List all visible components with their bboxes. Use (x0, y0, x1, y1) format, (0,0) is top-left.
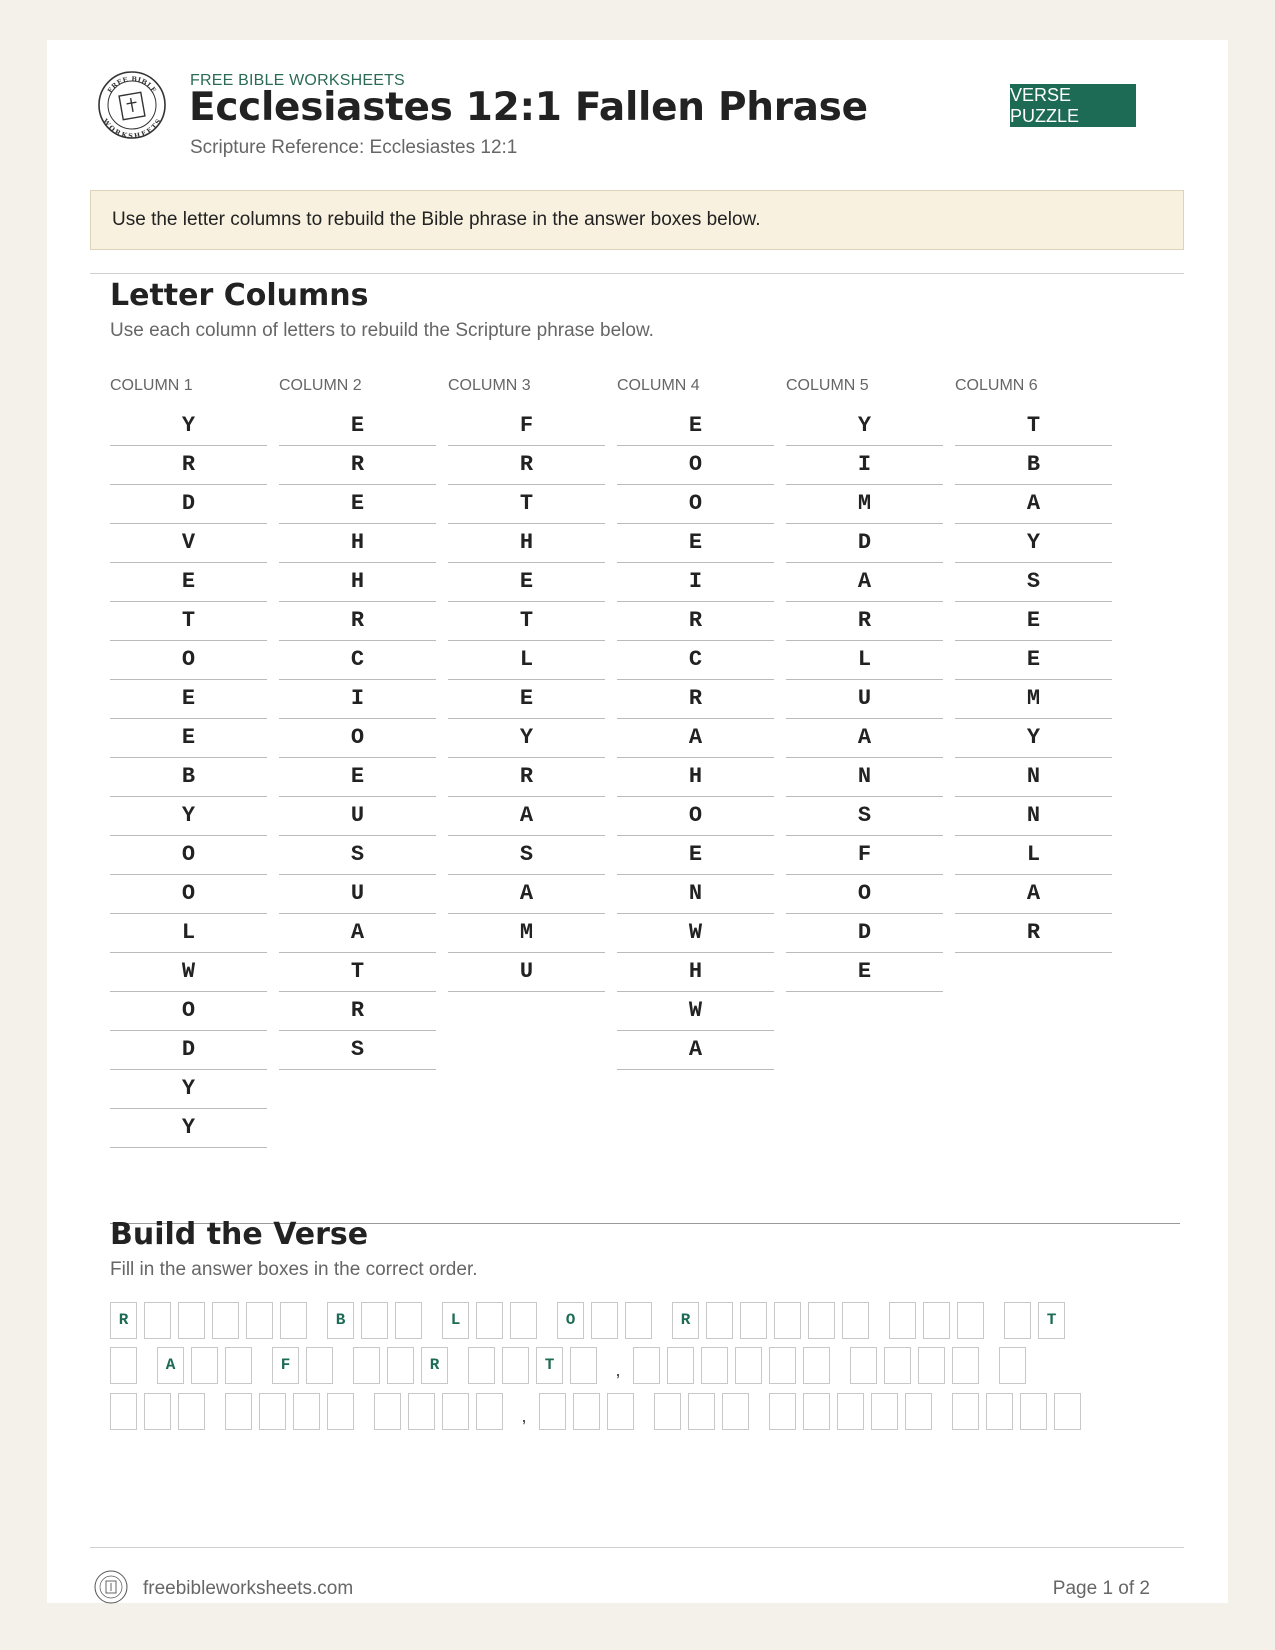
scripture-reference: Scripture Reference: Ecclesiastes 12:1 (190, 137, 518, 158)
letter-columns-heading: Letter Columns (110, 278, 369, 313)
column-letter: R (617, 680, 774, 719)
column-letter: W (617, 992, 774, 1031)
answer-box-filled[interactable]: R (110, 1302, 137, 1339)
column-letter: Y (955, 524, 1112, 563)
column-letter: S (279, 1031, 436, 1070)
answer-box[interactable] (374, 1393, 401, 1430)
column-letter: D (786, 524, 943, 563)
answer-box[interactable] (225, 1347, 252, 1384)
column-letter: O (617, 485, 774, 524)
column-letter: Y (110, 407, 267, 446)
answer-box[interactable] (952, 1347, 979, 1384)
page-number: Page 1 of 2 (1052, 1578, 1150, 1599)
answer-box[interactable] (1054, 1393, 1081, 1430)
column-letter: A (448, 875, 605, 914)
column-label: COLUMN 4 (617, 377, 700, 394)
column-letter: E (110, 563, 267, 602)
answer-box[interactable] (803, 1347, 830, 1384)
column-label: COLUMN 5 (786, 377, 869, 394)
answer-box[interactable] (923, 1302, 950, 1339)
column-letter: Y (786, 407, 943, 446)
answer-box[interactable] (502, 1347, 529, 1384)
answer-box[interactable] (871, 1393, 898, 1430)
answer-box[interactable] (808, 1302, 835, 1339)
column-letter: O (786, 875, 943, 914)
answer-box[interactable] (701, 1347, 728, 1384)
column-letter: E (279, 485, 436, 524)
column-letter: A (786, 563, 943, 602)
column-letter: L (110, 914, 267, 953)
answer-box[interactable] (442, 1393, 469, 1430)
answer-box-filled[interactable]: R (672, 1302, 699, 1339)
column-letter: Y (110, 1109, 267, 1148)
answer-box[interactable] (408, 1393, 435, 1430)
answer-box[interactable] (110, 1393, 137, 1430)
column-letter: C (279, 641, 436, 680)
build-verse-heading: Build the Verse (110, 1217, 369, 1252)
answer-box[interactable] (476, 1393, 503, 1430)
answer-box[interactable] (625, 1302, 652, 1339)
column-letter: R (617, 602, 774, 641)
column-letter: F (448, 407, 605, 446)
column-letter: A (448, 797, 605, 836)
answer-box-filled[interactable]: T (536, 1347, 563, 1384)
answer-box[interactable] (144, 1393, 171, 1430)
answer-box[interactable] (1004, 1302, 1031, 1339)
column-letter: V (110, 524, 267, 563)
column-letter: N (617, 875, 774, 914)
worksheet-page (47, 40, 1228, 1603)
answer-box[interactable] (246, 1302, 273, 1339)
answer-box[interactable] (570, 1347, 597, 1384)
column-letter: U (279, 875, 436, 914)
answer-box[interactable] (178, 1302, 205, 1339)
column-letter: E (279, 758, 436, 797)
answer-box[interactable] (688, 1393, 715, 1430)
column-letter: Y (955, 719, 1112, 758)
column-letter: W (617, 914, 774, 953)
answer-box-filled[interactable]: O (557, 1302, 584, 1339)
answer-box[interactable] (110, 1347, 137, 1384)
letter-column (448, 377, 605, 992)
letter-column (955, 377, 1112, 953)
column-letter: O (110, 875, 267, 914)
column-letter: C (617, 641, 774, 680)
build-verse-description: Fill in the answer boxes in the correct order. (110, 1259, 478, 1280)
column-letter: A (279, 914, 436, 953)
letter-column (786, 377, 943, 992)
answer-box-filled[interactable]: F (272, 1347, 299, 1384)
answer-box[interactable] (957, 1302, 984, 1339)
answer-box[interactable] (395, 1302, 422, 1339)
answer-box[interactable] (293, 1393, 320, 1430)
column-letter: H (448, 524, 605, 563)
column-letter: H (617, 953, 774, 992)
column-letter: T (279, 953, 436, 992)
answer-box[interactable] (191, 1347, 218, 1384)
answer-box[interactable] (884, 1347, 911, 1384)
punctuation-mark: , (615, 1360, 621, 1380)
column-letter: Y (110, 797, 267, 836)
column-letter: O (110, 992, 267, 1031)
logo-icon (97, 70, 167, 140)
instructions-box: Use the letter columns to rebuild the Bible phrase in the answer boxes below. (90, 190, 1184, 250)
column-letter: E (110, 719, 267, 758)
column-letter: R (955, 914, 1112, 953)
footer-site: freebibleworksheets.com (143, 1578, 354, 1599)
column-letter: B (110, 758, 267, 797)
column-letter: E (786, 953, 943, 992)
verse-puzzle-badge: VERSE PUZZLE (1010, 84, 1136, 127)
column-letter: M (448, 914, 605, 953)
logo-top-text: FREE BIBLE (105, 74, 159, 95)
answer-box[interactable] (740, 1302, 767, 1339)
column-letter: F (786, 836, 943, 875)
column-letter: U (786, 680, 943, 719)
answer-box[interactable] (353, 1347, 380, 1384)
column-letter: T (448, 485, 605, 524)
column-letter: D (110, 485, 267, 524)
letter-column (617, 377, 774, 1070)
answer-box[interactable] (387, 1347, 414, 1384)
punctuation-mark: , (521, 1406, 527, 1426)
answer-box[interactable] (850, 1347, 877, 1384)
column-letter: E (955, 641, 1112, 680)
column-letter: T (110, 602, 267, 641)
column-letter: N (955, 758, 1112, 797)
answer-box[interactable] (654, 1393, 681, 1430)
answer-box[interactable] (306, 1347, 333, 1384)
column-letter: E (448, 680, 605, 719)
column-letter: D (786, 914, 943, 953)
column-letter: M (955, 680, 1112, 719)
logo-bottom-text: WORKSHEETS (101, 117, 163, 140)
answer-box[interactable] (510, 1302, 537, 1339)
column-label: COLUMN 3 (448, 377, 531, 394)
answer-box[interactable] (999, 1347, 1026, 1384)
answer-box[interactable] (769, 1347, 796, 1384)
column-letter: U (448, 953, 605, 992)
answer-box[interactable] (607, 1393, 634, 1430)
column-letter: O (110, 641, 267, 680)
answer-box[interactable] (633, 1347, 660, 1384)
answer-box[interactable] (259, 1393, 286, 1430)
letter-columns-description: Use each column of letters to rebuild the Scripture phrase below. (110, 320, 654, 341)
column-letter: S (279, 836, 436, 875)
column-letter: H (279, 563, 436, 602)
column-letter: O (110, 836, 267, 875)
column-label: COLUMN 6 (955, 377, 1038, 394)
column-letter: M (786, 485, 943, 524)
column-letter: R (786, 602, 943, 641)
column-letter: R (279, 446, 436, 485)
column-letter: I (617, 563, 774, 602)
answer-box[interactable] (178, 1393, 205, 1430)
answer-box[interactable] (1020, 1393, 1047, 1430)
answer-box-filled[interactable]: R (421, 1347, 448, 1384)
answer-box[interactable] (769, 1393, 796, 1430)
answer-box[interactable] (774, 1302, 801, 1339)
column-letter: U (279, 797, 436, 836)
answer-box[interactable] (952, 1393, 979, 1430)
brand-label: FREE BIBLE WORKSHEETS (190, 72, 405, 89)
answer-box[interactable] (905, 1393, 932, 1430)
column-letter: A (617, 1031, 774, 1070)
answer-box[interactable] (212, 1302, 239, 1339)
answer-box[interactable] (225, 1393, 252, 1430)
column-letter: E (617, 836, 774, 875)
column-letter: R (110, 446, 267, 485)
column-letter: R (448, 758, 605, 797)
column-letter: D (110, 1031, 267, 1070)
answer-box[interactable] (573, 1393, 600, 1430)
column-letter: E (617, 524, 774, 563)
column-letter: L (955, 836, 1112, 875)
answer-box[interactable] (889, 1302, 916, 1339)
answer-box[interactable] (667, 1347, 694, 1384)
column-letter: A (617, 719, 774, 758)
column-letter: N (955, 797, 1112, 836)
column-label: COLUMN 1 (110, 377, 193, 394)
column-letter: S (786, 797, 943, 836)
column-letter: B (955, 446, 1112, 485)
column-letter: O (279, 719, 436, 758)
answer-box[interactable] (735, 1347, 762, 1384)
column-letter: E (110, 680, 267, 719)
answer-box[interactable] (837, 1393, 864, 1430)
column-letter: T (448, 602, 605, 641)
column-letter: A (786, 719, 943, 758)
letter-column (110, 377, 267, 1148)
column-letter: T (955, 407, 1112, 446)
column-letter: A (955, 485, 1112, 524)
answer-box-filled[interactable]: B (327, 1302, 354, 1339)
section-divider (90, 273, 1184, 274)
column-letter: I (786, 446, 943, 485)
column-letter: R (279, 602, 436, 641)
column-letter: S (448, 836, 605, 875)
column-letter: O (617, 446, 774, 485)
answer-box[interactable] (842, 1302, 869, 1339)
column-letter: O (617, 797, 774, 836)
column-letter: H (617, 758, 774, 797)
answer-box[interactable] (280, 1302, 307, 1339)
column-letter: L (448, 641, 605, 680)
answer-box[interactable] (539, 1393, 566, 1430)
column-label: COLUMN 2 (279, 377, 362, 394)
answer-box[interactable] (706, 1302, 733, 1339)
answer-box[interactable] (476, 1302, 503, 1339)
column-letter: I (279, 680, 436, 719)
column-letter: E (617, 407, 774, 446)
column-letter: A (955, 875, 1112, 914)
answer-box[interactable] (327, 1393, 354, 1430)
column-letter: N (786, 758, 943, 797)
column-letter: H (279, 524, 436, 563)
letter-column (279, 377, 436, 1070)
answer-box[interactable] (986, 1393, 1013, 1430)
column-letter: W (110, 953, 267, 992)
answer-box[interactable] (361, 1302, 388, 1339)
column-letter: L (786, 641, 943, 680)
answer-box[interactable] (803, 1393, 830, 1430)
column-letter: Y (110, 1070, 267, 1109)
answer-box-filled[interactable]: T (1038, 1302, 1065, 1339)
column-letter: Y (448, 719, 605, 758)
answer-box[interactable] (722, 1393, 749, 1430)
column-letter: R (279, 992, 436, 1031)
column-letter: E (955, 602, 1112, 641)
page-title: Ecclesiastes 12:1 Fallen Phrase (189, 85, 868, 130)
column-letter: E (448, 563, 605, 602)
footer-logo-icon (94, 1570, 128, 1604)
answer-box[interactable] (918, 1347, 945, 1384)
column-letter: R (448, 446, 605, 485)
answer-box[interactable] (591, 1302, 618, 1339)
answer-box[interactable] (144, 1302, 171, 1339)
column-letter: S (955, 563, 1112, 602)
answer-box-filled[interactable]: A (157, 1347, 184, 1384)
answer-box-filled[interactable]: L (442, 1302, 469, 1339)
footer-divider (90, 1547, 1184, 1548)
column-letter: E (279, 407, 436, 446)
answer-box[interactable] (468, 1347, 495, 1384)
